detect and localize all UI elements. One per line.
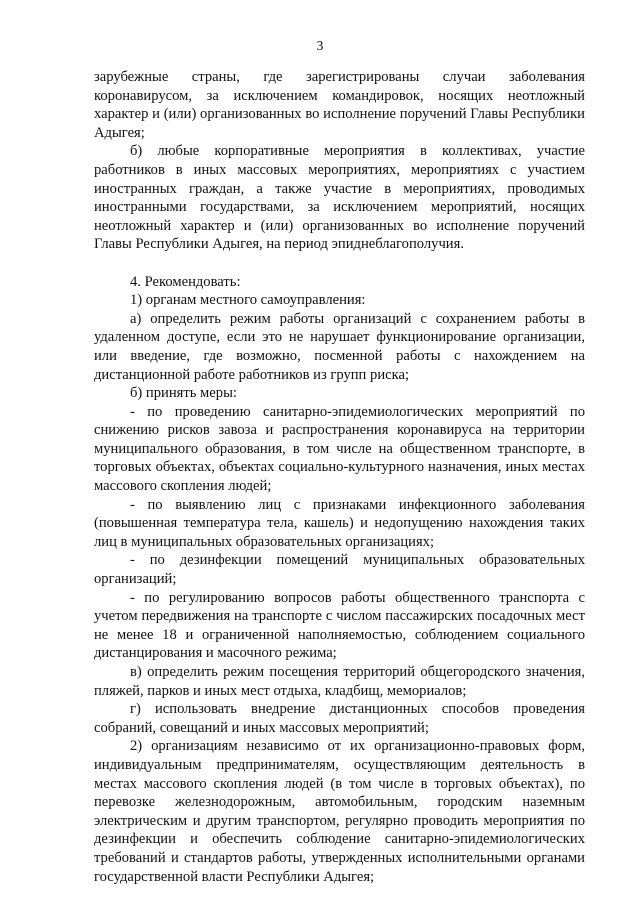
paragraph: а) определить режим работы организаций с сохранением работы в удаленном доступе, если это не нарушает функционирование организации, или введение, где возможно, посменной работы с нахождением на дистанционной работе работников из групп риска;	[94, 310, 585, 383]
document-body	[94, 68, 585, 886]
paragraph: - по проведению санитарно-эпидемиологических мероприятий по снижению рисков завоза и распространения коронавируса на территории муниципального образования, в том числе на общественном транспорте, в торговых объектах, объектах социально-культурного назначения, иных местах массового скопления людей;	[94, 403, 585, 495]
paragraph: г) использовать внедрение дистанционных способов проведения собраний, совещаний и иных массовых мероприятий;	[94, 701, 585, 736]
paragraph: 4. Рекомендовать:	[130, 273, 241, 290]
paragraph: 2) организациям независимо от их организационно-правовых форм, индивидуальным предпринимателям, осуществляющим деятельность в местах массового скопления людей (в том числе в торговых объектах), по перевозке железнодорожным, автомобильным, городским наземным электрическим и другим транспортом, регулярно проводить мероприятия по дезинфекции и обеспечить соблюдение санитарно-эпидемиологических требований и стандартов работы, утвержденных исполнительными органами государственной власти Республики Адыгея;	[94, 738, 585, 885]
paragraph: зарубежные страны, где зарегистрированы случаи заболевания коронавирусом, за исключением командировок, носящих неотложный характер и (или) организованных во исполнение поручений Главы Республики Адыгея;	[94, 69, 585, 141]
paragraph: б) принять меры:	[130, 385, 237, 402]
paragraph: в) определить режим посещения территорий общегородского значения, пляжей, парков и иных мест отдыха, кладбищ, мемориалов;	[94, 664, 585, 699]
paragraph: - по регулированию вопросов работы общественного транспорта с учетом передвижения на транспорте с числом пассажирских посадочных мест не менее 18 и ограниченной наполняемостью, соблюдением социального дистанцирования и масочного режима;	[94, 589, 585, 662]
paragraph: б) любые корпоративные мероприятия в коллективах, участие работников в иных массовых мероприятиях, мероприятиях с участием иностранных граждан, а также участие в мероприятиях, проводимых иностранными государствами, за исключением мероприятий, носящих неотложный характер и (или) организованных во исполнение поручений Главы Республики Адыгея, на период эпиднеблагополучия.	[94, 143, 585, 253]
page-number: 3	[316, 38, 324, 53]
paragraph: 1) органам местного самоуправления:	[130, 292, 366, 309]
paragraph: - по выявлению лиц с признаками инфекционного заболевания (повышенная температура тела, кашель) и недопущению нахождения таких лиц в муниципальных образовательных организациях;	[94, 496, 585, 550]
paragraph: - по дезинфекции помещений муниципальных образовательных организаций;	[94, 552, 585, 588]
